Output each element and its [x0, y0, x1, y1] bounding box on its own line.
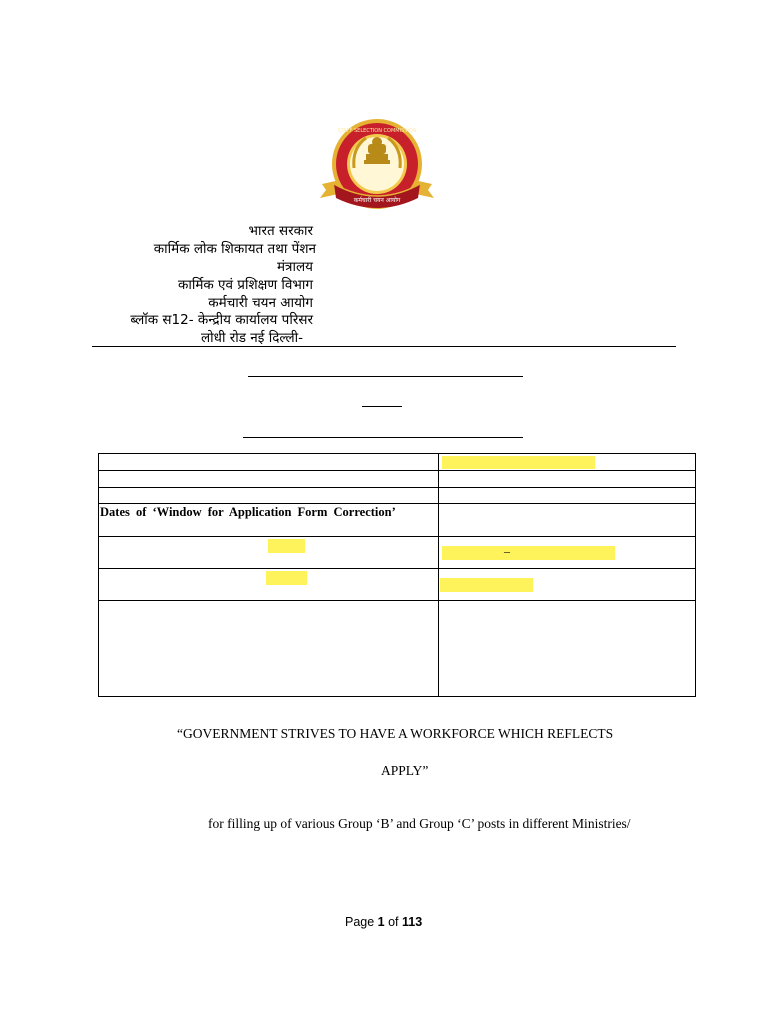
- highlight-mark: [442, 546, 615, 560]
- table-cell: [99, 537, 439, 569]
- header-line-ministry: कार्मिक लोक शिकायत तथा पेंशन: [153, 241, 316, 257]
- header-line-government: भारत सरकार: [248, 223, 313, 239]
- table-cell: [99, 454, 439, 471]
- svg-text:STAFF SELECTION COMMISSION: STAFF SELECTION COMMISSION: [337, 128, 417, 134]
- body-paragraph: for filling up of various Group ‘B’ and Group ‘C’ posts in different Ministries/: [208, 816, 631, 831]
- title-underline: [248, 376, 523, 377]
- correction-window-label: Dates of ‘Window for Application Form Correction’: [100, 505, 396, 519]
- table-cell: [99, 488, 439, 504]
- page-total: 113: [402, 915, 423, 929]
- header-line-address-city: लोधी रोड नई दिल्ली-: [201, 330, 303, 346]
- header-line-address-block: ब्लॉक स12- केन्द्रीय कार्यालय परिसर: [130, 312, 313, 328]
- important-dates-table: [98, 453, 695, 696]
- ssc-emblem-icon: [318, 118, 436, 216]
- quote-line-1: “GOVERNMENT STRIVES TO HAVE A WORKFORCE WHICH REFLECTS: [177, 726, 614, 741]
- subtitle-underline: [362, 406, 402, 407]
- highlight-mark: [442, 456, 595, 469]
- table-cell: [99, 504, 439, 537]
- highlight-mark: [440, 578, 533, 592]
- table-cell: [439, 601, 696, 697]
- date-range-dash: –: [504, 544, 510, 558]
- quote-line-2: APPLY”: [381, 763, 429, 778]
- notice-underline: [243, 437, 523, 438]
- table-cell: [439, 454, 696, 471]
- table-cell: [439, 537, 696, 569]
- table-cell: [99, 601, 439, 697]
- table-cell: [99, 471, 439, 488]
- table-cell: [439, 569, 696, 601]
- header-divider: [92, 346, 676, 347]
- page-current: 1: [377, 915, 385, 929]
- header-line-commission: कर्मचारी चयन आयोग: [208, 295, 313, 311]
- highlight-mark: [268, 539, 305, 553]
- header-line-department: कार्मिक एवं प्रशिक्षण विभाग: [177, 277, 313, 293]
- page-number: [345, 915, 422, 929]
- table-cell: [439, 471, 696, 488]
- page-of: of: [384, 915, 402, 929]
- table-cell: [439, 504, 696, 537]
- table-cell: [99, 569, 439, 601]
- table-cell: [439, 488, 696, 504]
- svg-text:कर्मचारी चयन आयोग: कर्मचारी चयन आयोग: [353, 197, 401, 204]
- header-line-ministry-cont: मंत्रालय: [276, 259, 313, 275]
- highlight-mark: [266, 571, 307, 585]
- page-prefix: Page: [345, 915, 378, 929]
